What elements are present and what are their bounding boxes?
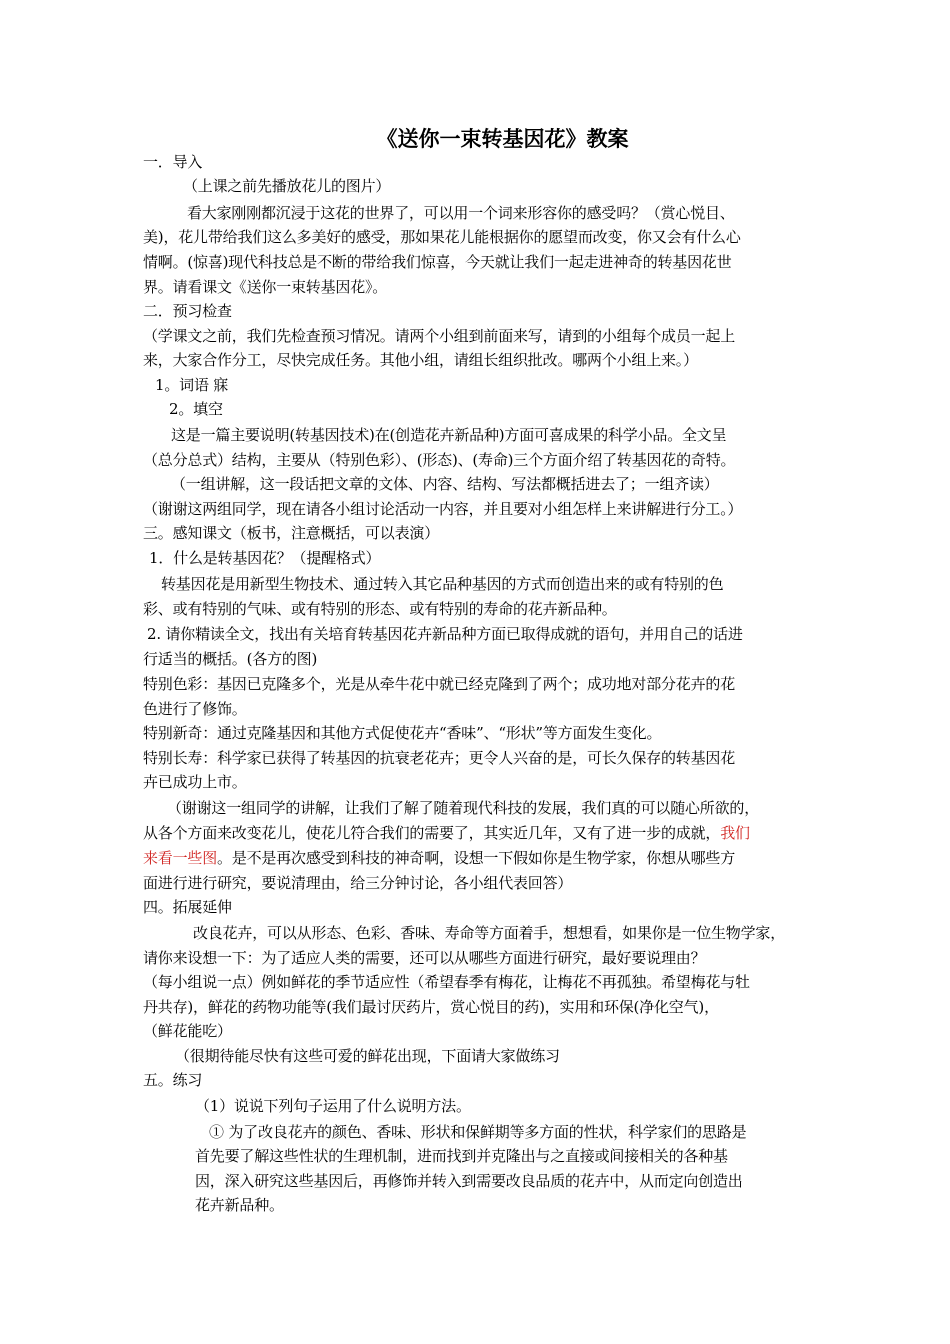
exercise-question: （1）说说下列句子运用了什么说明方法。 <box>195 1097 471 1115</box>
paragraph-line: 请你来设想一下：为了适应人类的需要，还可以从哪些方面进行研究，最好要说理由？ <box>143 949 706 967</box>
section-heading-intro: 一．导入 <box>143 153 203 171</box>
paragraph-line: （谢谢这一组同学的讲解，让我们了解了随着现代科技的发展，我们真的可以随心所欲的， <box>167 799 760 817</box>
document-title: 《送你一束转基因花》教案 <box>376 126 629 151</box>
section-heading-preview: 二．预习检查 <box>143 302 232 320</box>
section-heading-reading: 三。感知课文（板书，注意概括，可以表演） <box>143 524 440 542</box>
list-item: 1．什么是转基因花？（提醒格式） <box>149 549 381 567</box>
list-item: 1。词语 寐 <box>155 376 229 394</box>
list-item: 2。填空 <box>169 400 223 418</box>
paragraph-line: 行适当的概括。(各方的图) <box>143 650 318 668</box>
highlighted-text: 我们 <box>720 824 750 842</box>
exercise-item: 花卉新品种。 <box>195 1196 284 1214</box>
section-heading-extension: 四。拓展延伸 <box>143 898 232 916</box>
paragraph-line: （学课文之前，我们先检查预习情况。请两个小组到前面来写，请到的小组每个成员一起上 <box>143 327 736 345</box>
paragraph-text: 。是不是再次感受到科技的神奇啊，设想一下假如你是生物学家，你想从哪些方 <box>217 849 736 867</box>
paragraph-line: （很期待能尽快有这些可爱的鲜花出现，下面请大家做练习 <box>175 1047 560 1065</box>
paragraph-line: 美)，花儿带给我们这么多美好的感受，那如果花儿能根据你的愿望而改变，你又会有什么心 <box>143 228 741 246</box>
paragraph-text: 从各个方面来改变花儿，使花儿符合我们的需要了，其实近几年，又有了进一步的成就， <box>143 824 721 842</box>
paragraph-line: 特别长寿：科学家已获得了转基因的抗衰老花卉；更令人兴奋的是，可长久保存的转基因花 <box>143 749 736 767</box>
paragraph-line: （每小组说一点）例如鲜花的季节适应性（希望春季有梅花，让梅花不再孤独。希望梅花与牡 <box>143 973 750 991</box>
exercise-item: 首先要了解这些性状的生理机制，进而找到并克隆出与之直接或间接相关的各种基 <box>195 1147 728 1165</box>
paragraph-line: （鲜花能吃） <box>143 1022 232 1040</box>
exercise-item: ① 为了改良花卉的颜色、香味、形状和保鲜期等多方面的性状，科学家们的思路是 <box>209 1123 747 1141</box>
paragraph-line <box>143 822 813 844</box>
paragraph-line: （一组讲解，这一段话把文章的文体、内容、结构、写法都概括进去了；一组齐读） <box>171 475 719 493</box>
list-item: 2. 请你精读全文，找出有关培育转基因花卉新品种方面已取得成就的语句，并用自己的话进 <box>147 625 743 643</box>
paragraph-line: 丹共存)，鲜花的药物功能等(我们最讨厌药片，赏心悦目的药)，实用和环保(净化空气)， <box>143 998 719 1016</box>
paragraph-line: 看大家刚刚都沉浸于这花的世界了，可以用一个词来形容你的感受吗？（赏心悦目、 <box>187 204 735 222</box>
paragraph-line <box>143 847 813 869</box>
paragraph-line: 彩、或有特别的气味、或有特别的形态、或有特别的寿命的花卉新品种。 <box>143 600 617 618</box>
paragraph-line: 界。请看课文《送你一束转基因花》。 <box>143 278 388 296</box>
paragraph-line: 这是一篇主要说明(转基因技术)在(创造花卉新品种)方面可喜成果的科学小品。全文呈 <box>171 426 727 444</box>
paragraph-line: 来，大家合作分工，尽快完成任务。其他小组，请组长组织批改。哪两个小组上来。） <box>143 351 698 369</box>
paragraph-line: 转基因花是用新型生物技术、通过转入其它品种基因的方式而创造出来的或有特别的色 <box>161 575 724 593</box>
paragraph-line: 情啊。(惊喜)现代科技总是不断的带给我们惊喜，今天就让我们一起走进神奇的转基因花世 <box>143 253 732 271</box>
paragraph-line: 特别色彩：基因已克隆多个，光是从牵牛花中就已经克隆到了两个；成功地对部分花卉的花 <box>143 675 736 693</box>
paragraph-line: 特别新奇：通过克隆基因和其他方式促使花卉“香味”、“形状”等方面发生变化。 <box>143 724 662 742</box>
paragraph-line: （上课之前先播放花儿的图片） <box>183 177 391 195</box>
highlighted-text: 来看一些图 <box>143 849 218 867</box>
paragraph-line: 面进行进行研究，要说清理由，给三分钟讨论，各小组代表回答） <box>143 874 573 892</box>
paragraph-line: （总分总式）结构，主要从（特别色彩）、(形态)、(寿命)三个方面介绍了转基因花的奇特。 <box>143 451 736 469</box>
paragraph-line: （谢谢这两组同学，现在请各小组讨论活动一内容，并且要对小组怎样上来讲解进行分工。） <box>143 500 743 518</box>
paragraph-line: 卉已成功上市。 <box>143 773 247 791</box>
paragraph-line: 色进行了修饰。 <box>143 700 247 718</box>
paragraph-line: 改良花卉，可以从形态、色彩、香味、寿命等方面着手，想想看，如果你是一位生物学家， <box>193 924 786 942</box>
exercise-item: 因，深入研究这些基因后，再修饰并转入到需要改良品质的花卉中，从而定向创造出 <box>195 1172 743 1190</box>
section-heading-exercise: 五。练习 <box>143 1071 203 1089</box>
